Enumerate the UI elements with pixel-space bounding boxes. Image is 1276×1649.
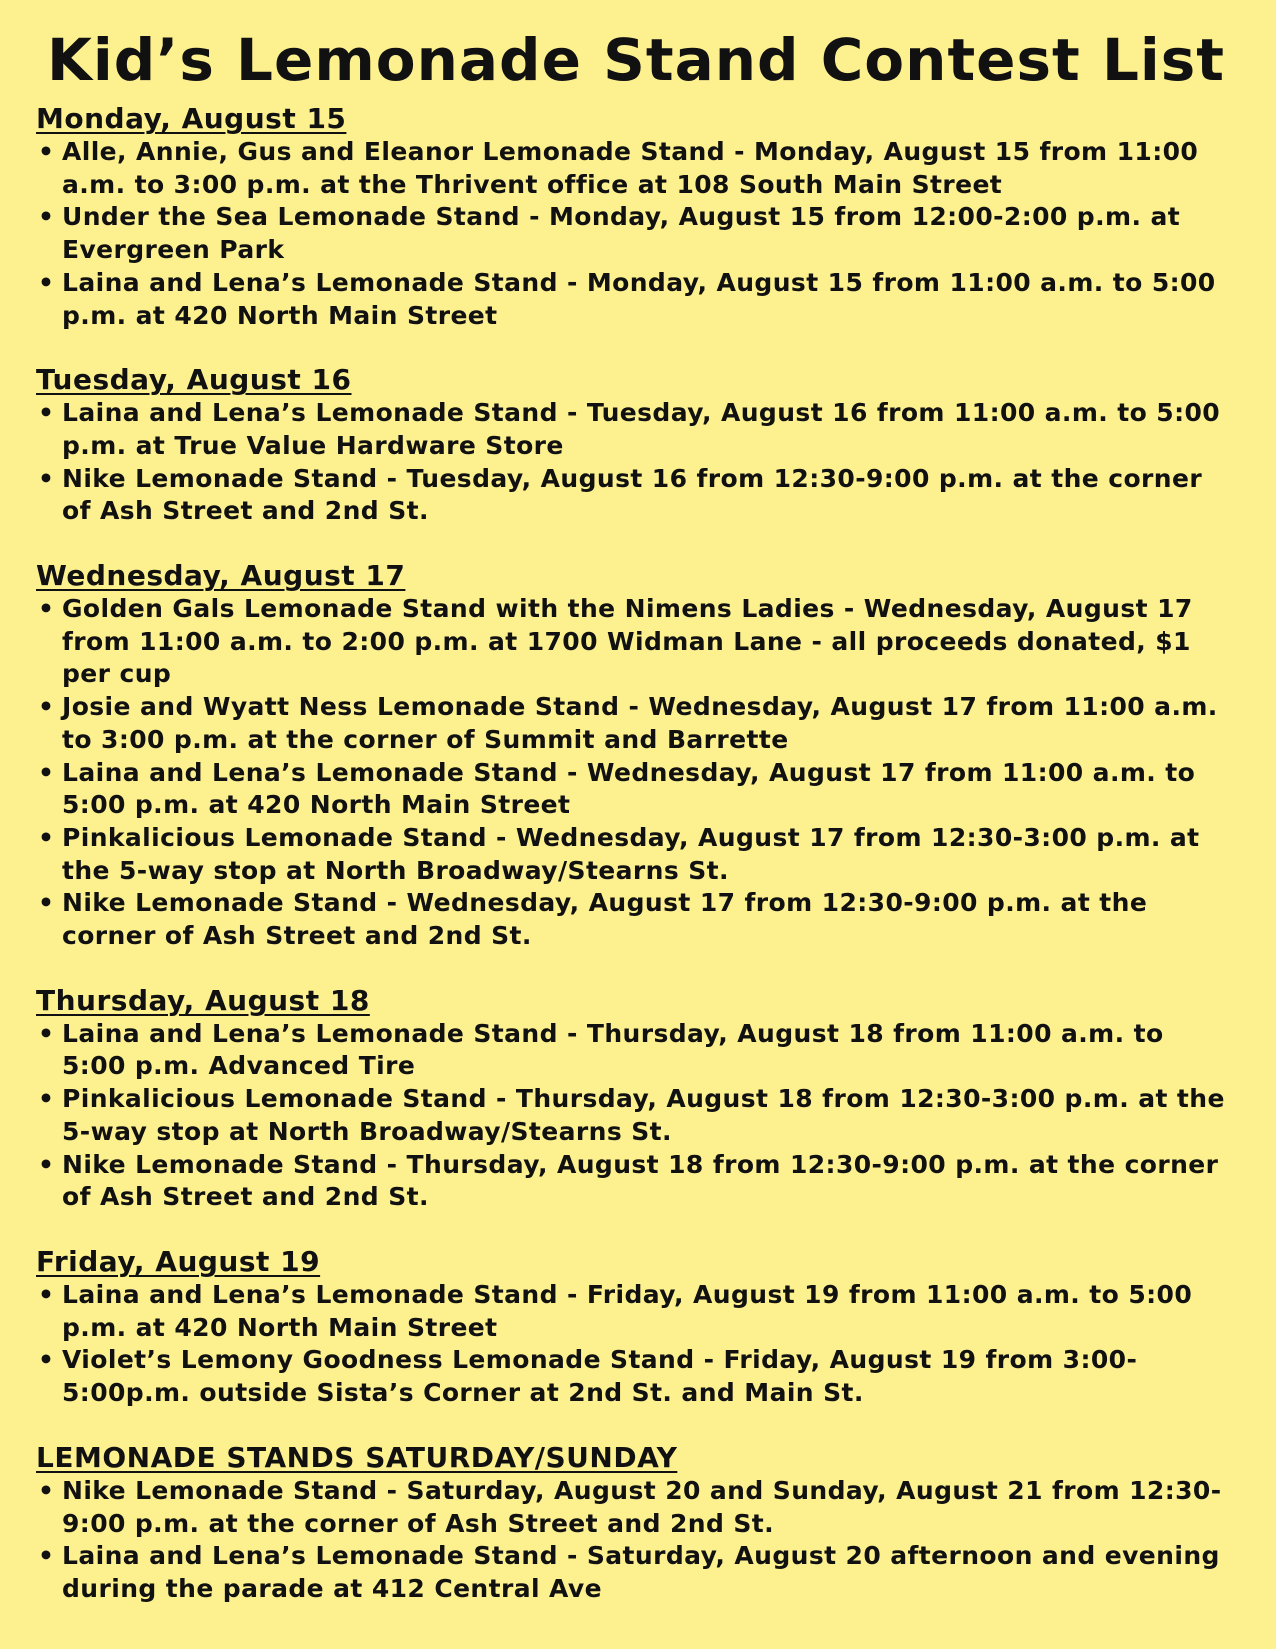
list-item bbox=[36, 1540, 1236, 1605]
list-item-text: Nike Lemonade Stand - Tuesday, August 16 from 12:30-9:00 p.m. at the corner of Ash Street and 2nd St. bbox=[62, 463, 1203, 526]
list-item-text: Laina and Lena’s Lemonade Stand - Tuesday, August 16 from 11:00 a.m. to 5:00 p.m. at True Value Hardware Store bbox=[62, 398, 1221, 460]
list-item-text: Violet’s Lemony Goodness Lemonade Stand - Friday, August 19 from 3:00-5:00p.m. outside Sista’s Corner at 2nd St. and Main St. bbox=[62, 1345, 1138, 1408]
stand-list bbox=[36, 593, 1236, 953]
list-item bbox=[36, 463, 1236, 528]
list-item bbox=[36, 201, 1236, 266]
bullet-icon: • bbox=[38, 137, 55, 166]
stand-list bbox=[36, 397, 1236, 528]
bullet-icon: • bbox=[38, 1475, 55, 1505]
list-item-text: Nike Lemonade Stand - Thursday, August 18 from 12:30-9:00 p.m. at the corner of Ash Street and 2nd St. bbox=[62, 1149, 1219, 1212]
list-item-text: Under the Sea Lemonade Stand - Monday, August 15 from 12:00-2:00 p.m. at Evergreen Park bbox=[62, 202, 1181, 265]
day-section bbox=[36, 984, 1236, 1214]
list-item bbox=[36, 1149, 1236, 1214]
page-title: Kid’s Lemonade Stand Contest List bbox=[46, 26, 1226, 94]
list-item-text: Golden Gals Lemonade Stand with the Nimens Ladies - Wednesday, August 17 from 11:00 a.m. to 2:00 p.m. at 1700 Widman Lane - all proceeds donated, $1 per cup bbox=[62, 594, 1193, 689]
list-item bbox=[36, 136, 1236, 201]
list-item-text: Pinkalicious Lemonade Stand - Wednesday, August 17 from 12:30-3:00 p.m. at the 5-way stop at North Broadway/Stearns St. bbox=[62, 822, 1200, 885]
section-heading: Tuesday, August 16 bbox=[36, 363, 352, 397]
bullet-icon: • bbox=[38, 1084, 55, 1114]
stand-list bbox=[36, 1279, 1236, 1410]
day-section bbox=[36, 363, 1236, 528]
stand-list bbox=[36, 136, 1236, 332]
day-section bbox=[36, 559, 1236, 953]
list-item bbox=[36, 1279, 1236, 1344]
section-heading: LEMONADE STANDS SATURDAY/SUNDAY bbox=[36, 1440, 678, 1474]
bullet-icon: • bbox=[38, 1018, 55, 1048]
list-item-text: Nike Lemonade Stand - Saturday, August 20 and Sunday, August 21 from 12:30-9:00 p.m. at the corner of Ash Street and 2nd St. bbox=[62, 1475, 1222, 1538]
bullet-icon: • bbox=[38, 1345, 55, 1375]
bullet-icon: • bbox=[38, 888, 55, 918]
bullet-icon: • bbox=[38, 822, 55, 852]
list-item-text: Laina and Lena’s Lemonade Stand - Wednesday, August 17 from 11:00 a.m. to 5:00 p.m. at 420 North Main Street bbox=[62, 757, 1196, 820]
list-item bbox=[36, 1083, 1236, 1148]
section-heading: Friday, August 19 bbox=[36, 1244, 321, 1278]
stand-list bbox=[36, 1018, 1236, 1214]
list-item bbox=[36, 757, 1236, 822]
list-item bbox=[36, 267, 1236, 332]
bullet-icon: • bbox=[38, 1279, 55, 1309]
list-item bbox=[36, 691, 1236, 756]
bullet-icon: • bbox=[38, 692, 55, 722]
list-item-text: Pinkalicious Lemonade Stand - Thursday, August 18 from 12:30-3:00 p.m. at the 5-way stop at North Broadway/Stearns St. bbox=[62, 1084, 1225, 1146]
section-heading: Thursday, August 18 bbox=[36, 983, 370, 1017]
list-item-text: Laina and Lena’s Lemonade Stand - Friday, August 19 from 11:00 a.m. to 5:00 p.m. at 420 North Main Street bbox=[62, 1279, 1193, 1342]
list-item-text: Laina and Lena’s Lemonade Stand - Thursday, August 18 from 11:00 a.m. to 5:00 p.m. Advanced Tire bbox=[62, 1018, 1164, 1081]
bullet-icon: • bbox=[38, 594, 55, 624]
list-item bbox=[36, 1475, 1236, 1540]
day-section bbox=[36, 102, 1236, 332]
list-item bbox=[36, 822, 1236, 887]
list-item-text: Laina and Lena’s Lemonade Stand - Monday, August 15 from 11:00 a.m. to 5:00 p.m. at 420 North Main Street bbox=[62, 267, 1216, 330]
schedule-list bbox=[36, 102, 1236, 1606]
bullet-icon: • bbox=[38, 463, 55, 493]
list-item-text: Alle, Annie, Gus and Eleanor Lemonade Stand - Monday, August 15 from 11:00 a.m. to 3:00 p.m. at the Thrivent office at 108 South Main Street bbox=[62, 137, 1199, 199]
list-item bbox=[36, 1344, 1236, 1409]
day-section bbox=[36, 1245, 1236, 1410]
list-item-text: Josie and Wyatt Ness Lemonade Stand - Wednesday, August 17 from 11:00 a.m. to 3:00 p.m. at the corner of Summit and Barrette bbox=[62, 692, 1218, 754]
list-item bbox=[36, 593, 1236, 691]
list-item-text: Laina and Lena’s Lemonade Stand - Saturday, August 20 afternoon and evening during the parade at 412 Central Ave bbox=[62, 1541, 1220, 1603]
bullet-icon: • bbox=[38, 202, 55, 232]
bullet-icon: • bbox=[38, 757, 55, 787]
section-heading: Monday, August 15 bbox=[36, 102, 347, 135]
bullet-icon: • bbox=[38, 398, 55, 428]
day-section bbox=[36, 1441, 1236, 1606]
bullet-icon: • bbox=[38, 1149, 55, 1179]
list-item-text: Nike Lemonade Stand - Wednesday, August 17 from 12:30-9:00 p.m. at the corner of Ash Street and 2nd St. bbox=[62, 888, 1148, 951]
bullet-icon: • bbox=[38, 1541, 55, 1571]
bullet-icon: • bbox=[38, 267, 55, 297]
section-heading: Wednesday, August 17 bbox=[36, 559, 406, 593]
stand-list bbox=[36, 1475, 1236, 1606]
list-item bbox=[36, 887, 1236, 952]
list-item bbox=[36, 397, 1236, 462]
list-item bbox=[36, 1018, 1236, 1083]
